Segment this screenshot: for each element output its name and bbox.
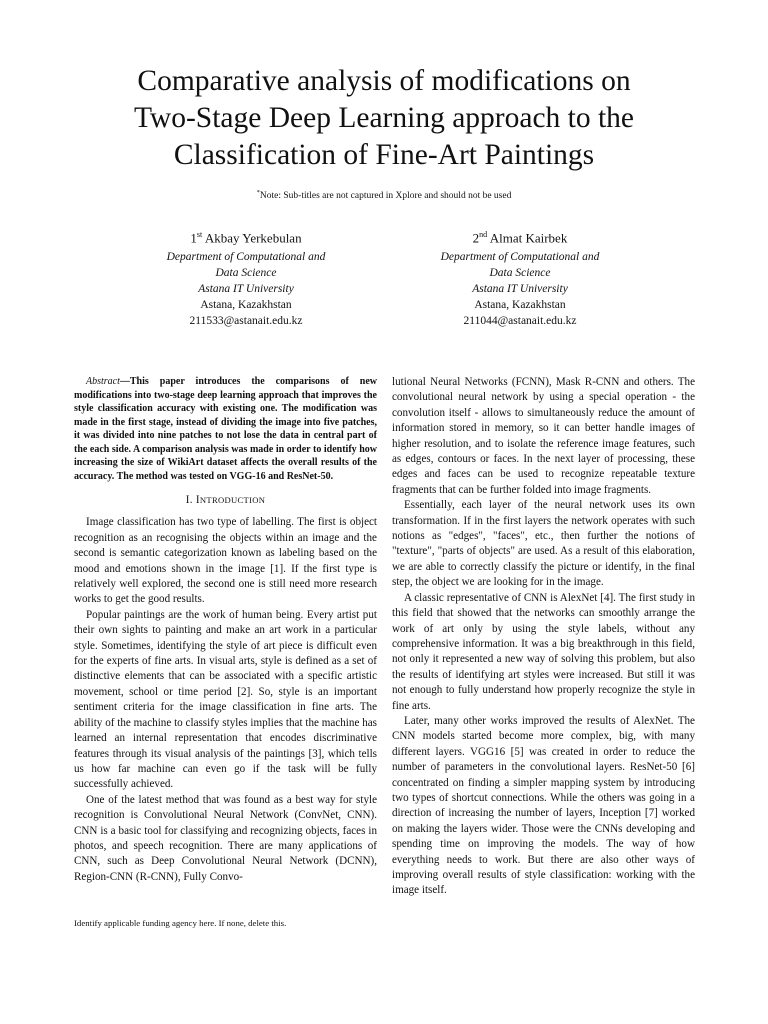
author-block-1	[116, 227, 376, 329]
right-paragraph-1: lutional Neural Networks (FCNN), Mask R-CNN and others. The convolutional neural network by using a special operation - the convolution itself - allows to simultaneously reduce the amount of information stored in memory, so it can better handle images of higher resolution, and to isolate the reference image features, such as edges, contours or faces. In the next layer of processing, these edges and faces can be used to recognize repeatable texture fragments that can be further folded into image fragments.	[392, 376, 695, 496]
title-line-1: Comparative analysis of modifications on	[137, 65, 631, 97]
author-email-2: 211044@astanait.edu.kz	[463, 315, 577, 328]
author-dept-2a: Department of Computational and	[440, 251, 600, 264]
author-ordinal-1: 1	[190, 230, 197, 246]
subtitle-note	[0, 189, 768, 201]
author-ordinal-2: 2	[472, 230, 480, 246]
author-dept-1b: Data Science	[215, 267, 277, 280]
title-line-3: Classification of Fine-Art Paintings	[173, 139, 595, 171]
author-location-1: Astana, Kazakhstan	[200, 299, 292, 312]
funding-footnote: Identify applicable funding agency here. If none, delete this.	[74, 918, 287, 928]
author-ordinal-suffix-2: nd	[479, 230, 488, 239]
author-location-2: Astana, Kazakhstan	[474, 299, 566, 312]
author-dept-2b: Data Science	[489, 267, 551, 280]
note-mark: *	[256, 189, 260, 196]
abstract-label: Abstract	[86, 376, 120, 387]
section-heading-introduction	[74, 493, 377, 508]
section-title-rest: NTRODUCTION	[199, 495, 266, 505]
intro-paragraph-3: One of the latest method that was found as a best way for style recognition is Convolutional Neural Network (ConvNet, CNN). CNN is a basic tool for classifying and recognizing objects, faces in photos, and speech recognition. There are many applications of CNN, such as Deep Convolutional Neural Network (DCNN), Region-CNN (R-CNN), Fully Convo-	[74, 793, 377, 883]
right-paragraph-2: Essentially, each layer of the neural network uses its own transformation. If in the first layers the network operates with such notions as "edges", "faces", etc., then further the notions of "texture", "parts of objects" are used. As a result of this elaboration, we are able to correctly classify the picture or identify, in the final step, the object we are looking for in the image.	[392, 499, 695, 589]
abstract	[74, 375, 377, 483]
section-first-letter: I	[195, 494, 200, 506]
title-line-2: Two-Stage Deep Learning approach to the	[133, 102, 635, 134]
intro-paragraph-1: Image classification has two type of labelling. The first is object recognition as an recognising the objects within an image and the second is semantic categorization known as labeling based on the mood and emotions shown in the image [1]. If the first type is relatively well explored, the second one is still need more research works to get the good results.	[74, 516, 377, 606]
author-name-1	[116, 227, 376, 246]
abstract-separator: —	[119, 376, 130, 387]
note-text: Note: Sub-titles are not captured in Xplore and should not be used	[259, 191, 512, 202]
right-column	[392, 375, 695, 899]
author-dept-1a: Department of Computational and	[166, 251, 326, 264]
author-email-1: 211533@astanait.edu.kz	[189, 315, 303, 328]
right-paragraph-4: Later, many other works improved the results of AlexNet. The CNN models started become more complex, big, with many different layers. VGG16 [5] was created in order to reduce the number of parameters in the convolutional layers. ResNet-50 [6] concentrated on finding a simpler mapping system by introducing two types of shortcut connections. While the others was going in a direction of increasing the number of layers, Inception [7] worked on making the layers wider. Those were the CNNs developing and spending time on improving the models. The way of how everything needs to work. But there are also other ways of improving overall results of style classification: working with the image itself.	[392, 714, 695, 897]
author-university-2: Astana IT University	[472, 283, 568, 296]
paper-title	[40, 63, 728, 174]
author-ordinal-suffix-1: st	[196, 230, 203, 239]
left-column	[74, 375, 377, 885]
author-block-2	[390, 227, 650, 329]
section-numeral: I.	[185, 494, 193, 506]
abstract-text: This paper introduces the comparisons of new modifications into two-stage deep learning approach that improves the style classification accuracy with existing one. The modification was made in the first stage, instead of dividing the image into five patches, it was divided into nine patches to not lose the data in central part of the each side. A comparison analysis was made in order to identify how increasing the size of WikiArt dataset affects the overall results of the accuracy. The method was tested on VGG-16 and ResNet-50.	[74, 376, 377, 482]
author-name-text-2: Almat Kairbek	[489, 230, 568, 246]
author-name-2	[390, 227, 650, 246]
intro-paragraph-2: Popular paintings are the work of human being. Every artist put their own sights to painting and make an art work in a particular style. Sometimes, identifying the style of art piece is difficult even for the experts of fine arts. In visual arts, style is defined as a set of distinctive elements that can be associated with a specific artistic movement, school or time period [2]. So, style is an important sentiment criteria for the image classification in fine arts. The ability of the machine to classify styles implies that the machine has learned an internal representation that encodes discriminative features through its visual analysis of the paintings [3], which tells us how far machine can even go if the task will be fully successfully achieved.	[74, 608, 377, 791]
author-university-1: Astana IT University	[198, 283, 294, 296]
author-name-text-1: Akbay Yerkebulan	[204, 230, 302, 246]
right-paragraph-3: A classic representative of CNN is AlexNet [4]. The first study in this field that showed that the networks can smoothly arrange the work of art only by using the style labels, without any comprehensive information. It was a big breakthrough in this field, not only it represented a new way of solving this problem, but also the results of identifying art styles were increased. But still it was not enough to fully understand how properly recognize the style in fine arts.	[392, 591, 695, 712]
